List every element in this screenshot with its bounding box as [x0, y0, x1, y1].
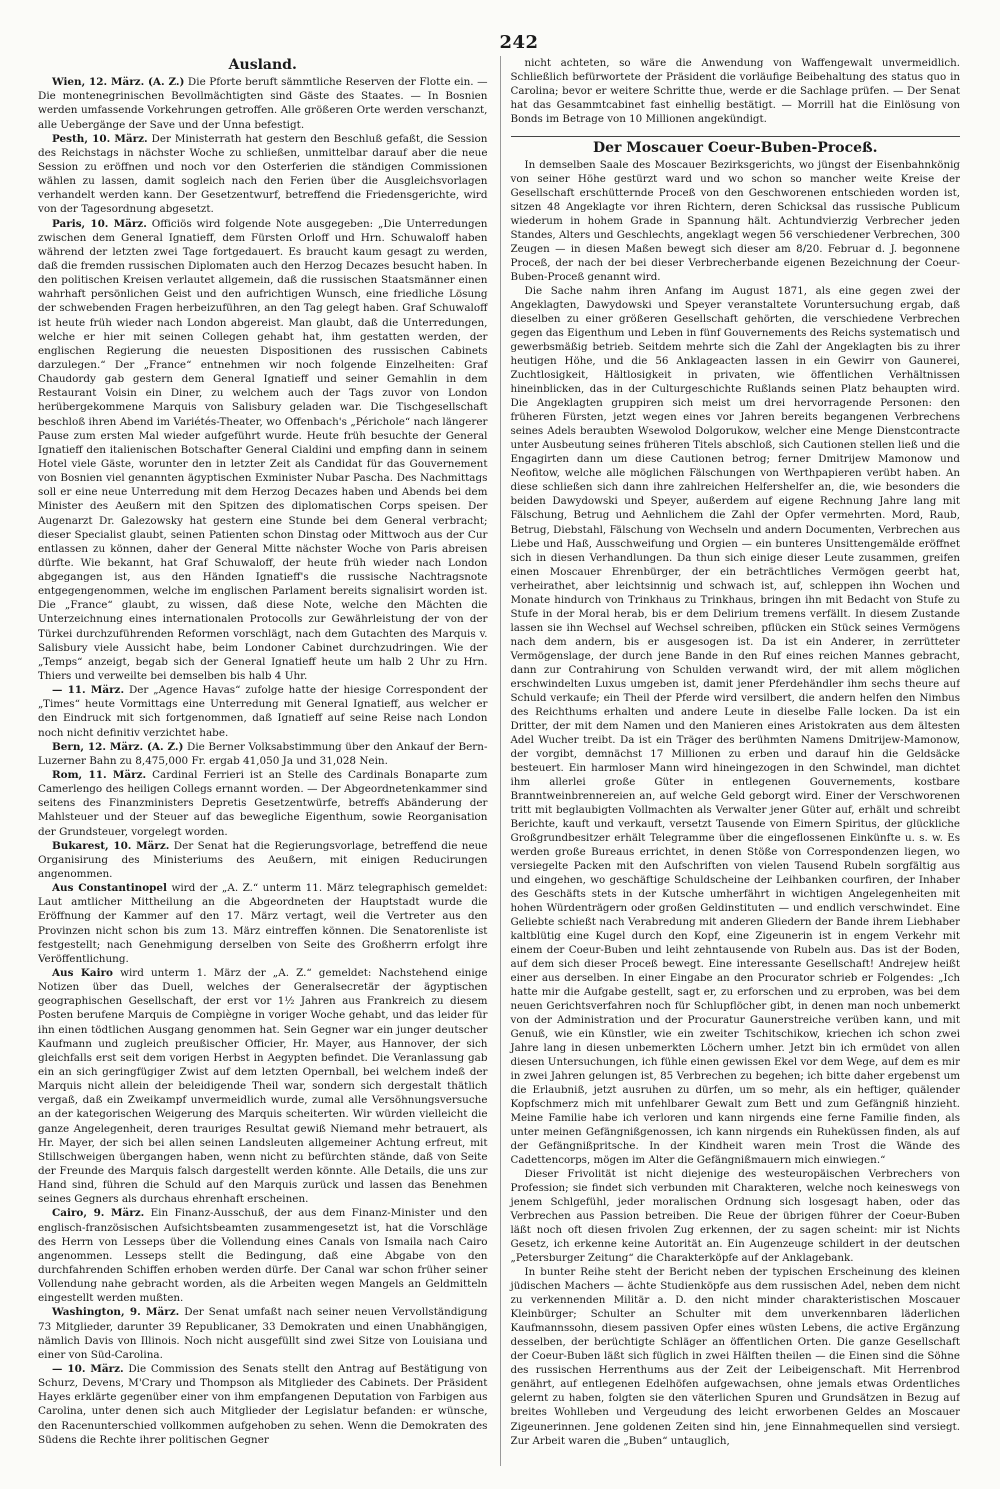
- article-title-coeur-buben: Der Moscauer Coeur-Buben-Proceß.: [511, 136, 961, 155]
- article-text: Der Ministerrath hat gestern den Beschluß gefaßt, die Session des Reichstags in nächster Woche zu schließen, unmittelbar darauf aber die neue Session zu eröffnen und noch vor den Osterferien die ständigen Commissionen wählen zu lassen, damit sogleich nach den Ferien über die Ausgleichsvorlagen verhandelt werden kann. Der Gesetzentwurf, betreffend die Friedensgerichte, wird von der Tagesordnung abgesetzt.: [38, 132, 488, 216]
- article-text: wird unterm 1. März der „A. Z.“ gemeldet: Nachstehend einige Notizen über das Duell, welches der Generalsecretär der ägyptischen geographischen Gesellschaft, der erst vor 1½ Jahren aus Frankreich zu diesem Posten berufene Marquis de Compiègne in voriger Woche gehabt, und das leider für ihn einen tödtlichen Ausgang genommen hat. Sein Gegner war ein junger deutscher Kaufmann und zugleich preußischer Officier, Hr. Mayer, aus Hannover, der sich gleichfalls erst seit dem vorigen Herbst in Aegypten befindet. Die Veranlassung gab ein an sich geringfügiger Zwist auf dem letzten Opernball, bei welchem indeß der Marquis nicht allein der beleidigende Theil war, sondern sich dergestalt thätlich vergaß, daß ein Zweikampf unvermeidlich wurde, zumal alle Versöhnungsversuche an der kategorischen Weigerung des Marquis scheiterten. Wir würden vielleicht die ganze Angelegenheit, deren trauriges Resultat gewiß Niemand mehr betrauert, als Hr. Mayer, der sich bei allen seinen Landsleuten allgemeiner Achtung erfreut, mit Stillschweigen übergangen haben, wenn nicht zu befürchten stände, daß von Seite der Freunde des Marquis falsch dargestellt werden könnte. Alle Details, die uns zur Hand sind, führen die Schuld auf den Marquis zurück und lassen das Benehmen seines Gegners als durchaus ehrenhaft erscheinen.: [38, 967, 488, 1206]
- article-text: wird der „A. Z.“ unterm 11. März telegraphisch gemeldet: Laut amtlicher Mittheilung an die Abgeordneten der Hauptstadt wurde die Eröffnung der Kammer auf den 17. März vertagt, weil die Vertreter aus den Provinzen nicht schon bis zum 13. März eintreffen können. Die Senatorenliste ist festgestellt; nach Genehmigung derselben von Seite des Großherrn erfolgt ihre Veröffentlichung.: [38, 882, 488, 965]
- article-paragraph: Die Sache nahm ihren Anfang im August 1871, als eine gegen zwei der Angeklagten, Dawydowski und Speyer veranstaltete Voruntersuchung ergab, daß dieselben zu einer größeren Gesellschaft gehörten, die verschiedene Verbrechen gegen das Eigenthum und Leben in fünf Gouvernements des Reichs systematisch und gewerbsmäßig betrieb. Seitdem mehrte sich die Zahl der Angeklagten bis zu ihrer heutigen Höhe, und die 56 Anklageacten lassen in ein Gewirr von Gaunerei, Zuchtlosigkeit, Hältlosigkeit in privaten, wie öffentlichen Verhältnissen hineinblicken, das in der Culturgeschichte Rußlands seinen Platz behaupten wird. Die Angeklagten gruppiren sich meist um drei hervorragende Personen: den früheren Fürsten, jetzt wegen eines vor Jahren bereits begangenen Verbrechens seines Adels beraubten Wsewolod Dolgorukow, welcher eine Menge Dienstcontracte unter Ausbeutung seines früheren Titels abschloß, sich Cautionen stellen ließ und die Engagirten dann um diese Cautionen betrog; ferner Dmitrijew Mamonow und Neofitow, welche alle möglichen Fälschungen von Werthpapieren verübt haben. An diese schließen sich dann ihre zahlreichen Helfershelfer an, die, wie besonders die beiden Dawydowski und Speyer, außerdem auf eigene Rechnung Jahre lang mit Fälschung, Betrug und Aehnlichem die Zahl der Opfer vermehrten. Mord, Raub, Betrug, Diebstahl, Fälschung von Wechseln und andern Documenten, Verbrechen aus Liebe und Haß, Ausschweifung und Orgien — ein bunteres Unsittengemälde eröffnet sich in diesen Verhandlungen. Da thun sich einige dieser Leute zusammen, greifen einen Moscauer Ehrenbürger, der ein beträchtliches Vermögen geerbt hat, verheirathet, aber leichtsinnig und schwach ist, auf, schleppen ihn Wochen und Monate hindurch von Trinkhaus zu Trinkhaus, bringen ihn mit Bedacht von Stufe zu Stufe in der Moral herab, bis er dem Delirium tremens verfällt. In diesem Zustande lassen sie ihn Wechsel auf Wechsel schreiben, pflücken ein Stück seines Vermögens nach dem andern, bis er ausgesogen ist. Da ist ein Anderer, in zerrütteter Vermögenslage, der durch jene Bande in den Ruf eines reichen Mannes gebracht, dann zur Contrahirung von Schulden verwandt wird, der mit allem möglichen erschwindelten Luxus umgeben ist, damit jener Pferdehändler ihm sechs theure auf Schuld verkaufe; ein Theil der Pferde wird versilbert, die andern helfen den Nimbus des Reichthums erhalten und andere Leute in dieselbe Falle locken. Da ist ein Dritter, der mit dem Namen und den Manieren eines Aristokraten aus dem ältesten Adel Wucher treibt. Da ist ein Träger des berühmten Namens Dmitrijew-Mamonow, der vorgibt, demnächst 17 Millionen zu erben und darauf hin die Geldsäcke besteuert. Ein harmloser Mann wird hineingezogen in den Schwindel, man dichtet ihm allerlei große Güter in entlegenen Gouvernements, kostbare Branntweinbrennereien an, auf welche Geld geborgt wird. Einer der Verschworenen tritt mit beglaubigten Vollmachten als Verwalter jener Güter auf, erhält und schreibt Berichte, kauft und verkauft, versetzt Tausende von Eimern Spiritus, der glückliche Großgrundbesitzer erhält Telegramme über die eingeflossenen Einkünfte u. s. w. Es werden große Bureaus errichtet, in denen Stöße von Correspondenzen liegen, wo versiegelte Packen mit den Aufschriften von vielen Tausend Rubeln sorgfältig aus und eingehen, wo geschäftige Schuldscheine der Leihbanken courfiren, der Inhaber des Geschäfts stets in der Kutsche umherfährt in wichtigen Angelegenheiten mit hohen Würdenträgern oder großen Geldinstituten — und endlich verschwindet. Eine Geliebte schießt nach Verabredung mit anderen Gliedern der Bande ihrem Liebhaber kaltblütig eine Kugel durch den Kopf, eine Zigeunerin ist in engem Verkehr mit einem der Coeur-Buben und leiht zehntausende von Rubeln aus. Das ist der Boden, auf dem sich dieser Proceß bewegt. Eine interessante Gesellschaft! Andrejew heißt einer aus derselben. In einer Eingabe an den Procurator schrieb er Folgendes: „Ich hatte mir die Aufgabe gestellt, sagt er, zu erforschen und zu erproben, was bei dem neuen Gerichtsverfahren noch für Schlupflöcher gibt, in denen man noch unbemerkt von der Administration und der Procuratur Gaunerstreiche verüben kann, und mit Genuß, wie ein Künstler, wie ein zweiter Tschitschikow, kriechen ich schon zwei Jahre lang in diesen unbemerkten Löchern umher. Jetzt bin ich ermüdet von allen diesen Untersuchungen, ich fühle einen gewissen Ekel vor dem Wege, auf dem es mir in zwei Jahren gelungen ist, 85 Verbrechen zu begehen; ich bitte daher ergebenst um die Erlaubniß, jetzt ausruhen zu dürfen, um so mehr, als ein heftiger, quälender Kopfschmerz mich mit unfehlbarer Gewalt zum Bett und zum Gefängniß hinzieht. Meine Familie habe ich verloren und kann nirgends eine ferne Familie finden, als unter meinen Gefängnißgenossen, ich kann nirgends ein Ruheküssen finden, als auf der Gefängnißpritsche. In der Kindheit waren mein Trost die Wände des Cadettencorps, mögen im Alter die Gefängnißmauern mich einwiegen.“: [510, 285, 960, 1167]
- dateline: Aus Kairo: [52, 967, 113, 979]
- dateline: Pesth, 10. März.: [52, 132, 148, 145]
- dateline: Wien, 12. März. (A. Z.): [52, 76, 185, 89]
- dateline: Washington, 9. März.: [52, 1306, 180, 1319]
- article-text: Officiös wird folgende Note ausgegeben: „Die Unterredungen zwischen dem General Ignatieff, dem Fürsten Orloff und Hrn. Schuwaloff haben während der letzten zwei Tage fortgedauert. Es braucht kaum gesagt zu werden, daß die fremden russischen Diplomaten auch den Herzog Decazes besucht haben. In den politischen Kreisen verlautet allgemein, daß die russischen Staatsmänner einen wahrhaft persönlichen Geist und den aufrichtigen Wunsch, eine friedliche Lösung der schwebenden Fragen herbeizuführen, an den Tag gelegt haben. Graf Schuwaloff ist heute früh wieder nach London abgereist. Man glaubt, daß die Unterredungen, welche er hier mit seinen Collegen gehabt hat, ihm gestatten werden, der englischen Regierung die neuesten Dispositionen des russischen Cabinets darzulegen.“ Der „France“ entnehmen wir noch folgende Einzelheiten: Graf Chaudordy gab gestern dem General Ignatieff und seiner Gemahlin in dem Restaurant Voisin ein Diner, zu welchem auch der Tags zuvor von London herübergekommene Marquis von Salisbury geladen war. Die Tischgesellschaft beschloß ihren Abend im Variétés-Theater, wo Offenbach's „Périchole“ nach längerer Pause zum ersten Mal wieder aufgeführt wurde. Heute früh besuchte der General Ignatieff den italienischen Botschafter General Cialdini und empfing dann in seinem Hotel viele Gäste, worunter den in letzter Zeit als Candidat für das Gouvernement von Bosnien viel genannten ägyptischen Exminister Nubar Pascha. Des Nachmittags soll er eine neue Unterredung mit dem Herzog Decazes haben und Abends bei dem Minister des Aeußern mit den Spitzen des diplomatischen Corps speisen. Der Augenarzt Dr. Galezowsky hat gestern eine Stunde bei dem General verbracht; dieser Specialist glaubt, seinen Patienten schon Dinstag oder Mittwoch aus der Cur entlassen zu können, daher der General Mitte nächster Woche von Paris abreisen dürfte. Wie bekannt, hat Graf Schuwaloff, der heute früh wieder nach London abgegangen ist, aus den Händen Ignatieff's die russische Nachtragsnote entgegengenommen, welche im englischen Parlament bereits signalisirt worden ist. Die „France“ glaubt, zu wissen, daß diese Note, welche den Mächten die Unterzeichnung eines internationalen Protocolls zur Gewährleistung der von der Türkei durchzuführenden Reformen vorschlägt, nach dem Gutachten des Marquis v. Salisbury viele Aussicht habe, beim Londoner Cabinet durchzudringen. Wie der „Temps“ anzeigt, begab sich der General Ignatieff heute um halb 2 Uhr zu Hrn. Thiers und verweilte bei demselben bis halb 4 Uhr.: [38, 217, 488, 683]
- news-article: [38, 966, 488, 1206]
- news-article: [38, 217, 488, 684]
- article-text: Die Berner Volksabstimmung über den Ankauf der Bern-Luzerner Bahn zu 8,475,000 Fr. ergab 41,050 Ja und 31,028 Nein.: [38, 740, 488, 767]
- news-article: [38, 768, 488, 839]
- article-text: Die Commission des Senats stellt den Antrag auf Bestätigung von Schurz, Devens, M'Crary und Thompson als Mitglieder des Cabinets. Der Präsident Hayes erklärte gegenüber einer von ihm empfangenen Deputation von Farbigen aus Carolina, unter denen sich auch Mitglieder der Legislatur befanden: er wünsche, den Racenunterschied vollkommen aufgehoben zu sehen. Wenn die Demokraten des Südens die Rechte ihrer politischen Gegner: [38, 1362, 488, 1446]
- section-title-ausland: Ausland.: [228, 57, 297, 73]
- dateline: Bern, 12. März. (A. Z.): [52, 740, 184, 753]
- dateline: Paris, 10. März.: [52, 217, 147, 230]
- article-text: Der „Agence Havas“ zufolge hatte der hiesige Correspondent der „Times“ heute Vormittags eine Unterredung mit General Ignatieff, aus welcher er den Eindruck mit sich fortgenommen, daß Ignatieff auf seine Reise nach London noch nicht definitiv verzichtet habe.: [38, 684, 488, 739]
- dateline: Aus Constantinopel: [52, 882, 167, 895]
- dateline: Rom, 11. März.: [52, 769, 147, 782]
- news-article: [38, 132, 488, 217]
- page-number: 242: [499, 32, 539, 53]
- news-article: [38, 75, 488, 132]
- article-paragraph: Dieser Frivolität ist nicht diejenige des westeuropäischen Verbrechers von Profession; sie findet sich verbunden mit Charakteren, welche noch keineswegs von jenem Schlgefühl, jeder moralischen Ordnung sich losgesagt haben, oder das Verbrechen aus Passion betreiben. Die Reue der übrigen führer der Coeur-Buben läßt noch oft diesen frivolen Zug erkennen, der zu sagen scheint: mir ist Nichts Gesetz, ich erkenne keine Autorität an. Ein Augenzeuge schildert in der deutschen „Petersburger Zeitung“ die Charakterköpfe auf der Anklagebank.: [510, 1168, 960, 1265]
- news-article: [38, 1362, 488, 1447]
- coeur-buben-article-body: [511, 158, 961, 1447]
- right-column: [500, 56, 961, 1466]
- article-text: Cardinal Ferrieri ist an Stelle des Cardinals Bonaparte zum Camerlengo des heiligen Collegs ernannt worden. — Der Abgeordnetenkammer sind seitens des Finanzministers Depretis Gesetzentwürfe, betreffs Abänderung der Mahlsteuer und der Steuer auf das bewegliche Eigenthum, sowie Reorganisation der Grundsteuer, vorgelegt worden.: [38, 769, 488, 838]
- article-text: Ein Finanz-Ausschuß, der aus dem Finanz-Minister und den englisch-französischen Aufsichtsbeamten zusammengesetzt ist, hat die Vorschläge des Herrn von Lesseps über die Vollendung eines Canals von Ismaila nach Cairo angenommen. Lesseps stellt die Bedingung, daß eine Abgabe von den durchfahrenden Schiffen erhoben werden dürfe. Der Canal war schon früher seiner Vollendung nahe gebracht worden, als die Arbeiten wegen Mangels an Geldmitteln eingestellt werden mußten.: [38, 1207, 488, 1305]
- news-article: [38, 1206, 488, 1305]
- dateline: Bukarest, 10. März.: [52, 839, 170, 852]
- dateline: — 11. März.: [52, 684, 125, 697]
- news-article: [38, 881, 488, 966]
- dateline: — 10. März.: [52, 1362, 124, 1375]
- article-text: Die Pforte beruft sämmtliche Reserven der Flotte ein. — Die montenegrinischen Bevollmächtigten sind Gäste des Staates. — In Bosnien werden umfassende Vorkehrungen getroffen. Alle größeren Orte werden verschanzt, alle Uebergänge der Save und der Unna befestigt.: [38, 76, 488, 131]
- news-article: [38, 683, 488, 740]
- left-column: [38, 56, 488, 1466]
- news-article: [38, 1305, 488, 1362]
- columns: [38, 56, 960, 1466]
- article-text: Der Senat hat die Regierungsvorlage, betreffend die neue Organisirung des Ministeriums des Aeußern, mit einigen Reducirungen angenommen.: [38, 839, 488, 881]
- article-text: Der Senat umfaßt nach seiner neuen Vervollständigung 73 Mitglieder, darunter 39 Republicaner, 33 Demokraten und einen Unabhängigen, nämlich Davis von Illinois. Noch nicht ausgefüllt sind zwei Sitze von Louisiana und einer von Süd-Carolina.: [38, 1306, 488, 1361]
- article-paragraph: In demselben Saale des Moscauer Bezirksgerichts, wo jüngst der Eisenbahnkönig von seiner Höhe gestürzt ward und wo schon so mancher weite Kreise der Gesellschaft erschütternde Proceß von den Geschworenen entschieden worden ist, sitzen 48 Angeklagte vor ihren Richtern, deren Schicksal das russische Publicum wiederum in hohem Grade in Spannung hält. Achtundvierzig Verbrecher jeden Standes, Alters und Geschlechts, angeklagt wegen 56 verschiedener Verbrechen, 300 Zeugen — in diesen Maßen bewegt sich dieser am 8/20. Februar d. J. begonnene Proceß, der nach der bei dieser Verbrecherbande eigenen Bezeichnung der Coeur-Buben-Proceß genannt wird.: [510, 159, 960, 284]
- continued-article: nicht achteten, so wäre die Anwendung von Waffengewalt unvermeidlich. Schließlich befürwortete der Präsident die vorläufige Beibehaltung des status quo in Carolina; bevor er weitere Schritte thue, werde er die Sachlage prüfen. — Der Senat hat das Gesammtcabinet fast einhellig bestätigt. — Morrill hat die Einlösung von Bonds im Betrage von 10 Millionen angekündigt.: [510, 57, 960, 126]
- news-article: [38, 740, 488, 768]
- dateline: Cairo, 9. März.: [52, 1207, 145, 1220]
- news-article: [38, 839, 488, 881]
- article-paragraph: In bunter Reihe steht der Bericht neben der typischen Erscheinung des kleinen jüdischen Machers — ächte Studienköpfe aus dem russischen Adel, neben dem nicht zu verkennenden Militär a. D. den nicht minder charakteristischen Moscauer Kleinbürger; Schulter an Schulter mit dem unverkennbaren läderlichen Kaufmannssohn, diesem passiven Opfer eines wüsten Lebens, die active Ergänzung desselben, der berüchtigte Schläger an öffentlichen Orten. Die ganze Gesellschaft der Coeur-Buben läßt sich füglich in zwei Hälften theilen — die Einen sind die Söhne des russischen Herrenthums aus der Zeit der Leibeigenschaft. Mit Herrenbrod genährt, auf entlegenen Edelhöfen aufgewachsen, ohne jemals etwas Ordentliches gelernt zu haben, folgten sie den väterlichen Spuren und Grundsätzen in Bezug auf breites Wohlleben und Vergeudung des leicht erworbenen Geldes an Moscauer Zigeunerinnen. Jene goldenen Zeiten sind hin, jene Einnahmequellen sind versiegt. Zur Arbeit waren die „Buben“ untauglich,: [510, 1266, 960, 1447]
- foreign-news-articles: [38, 75, 488, 1447]
